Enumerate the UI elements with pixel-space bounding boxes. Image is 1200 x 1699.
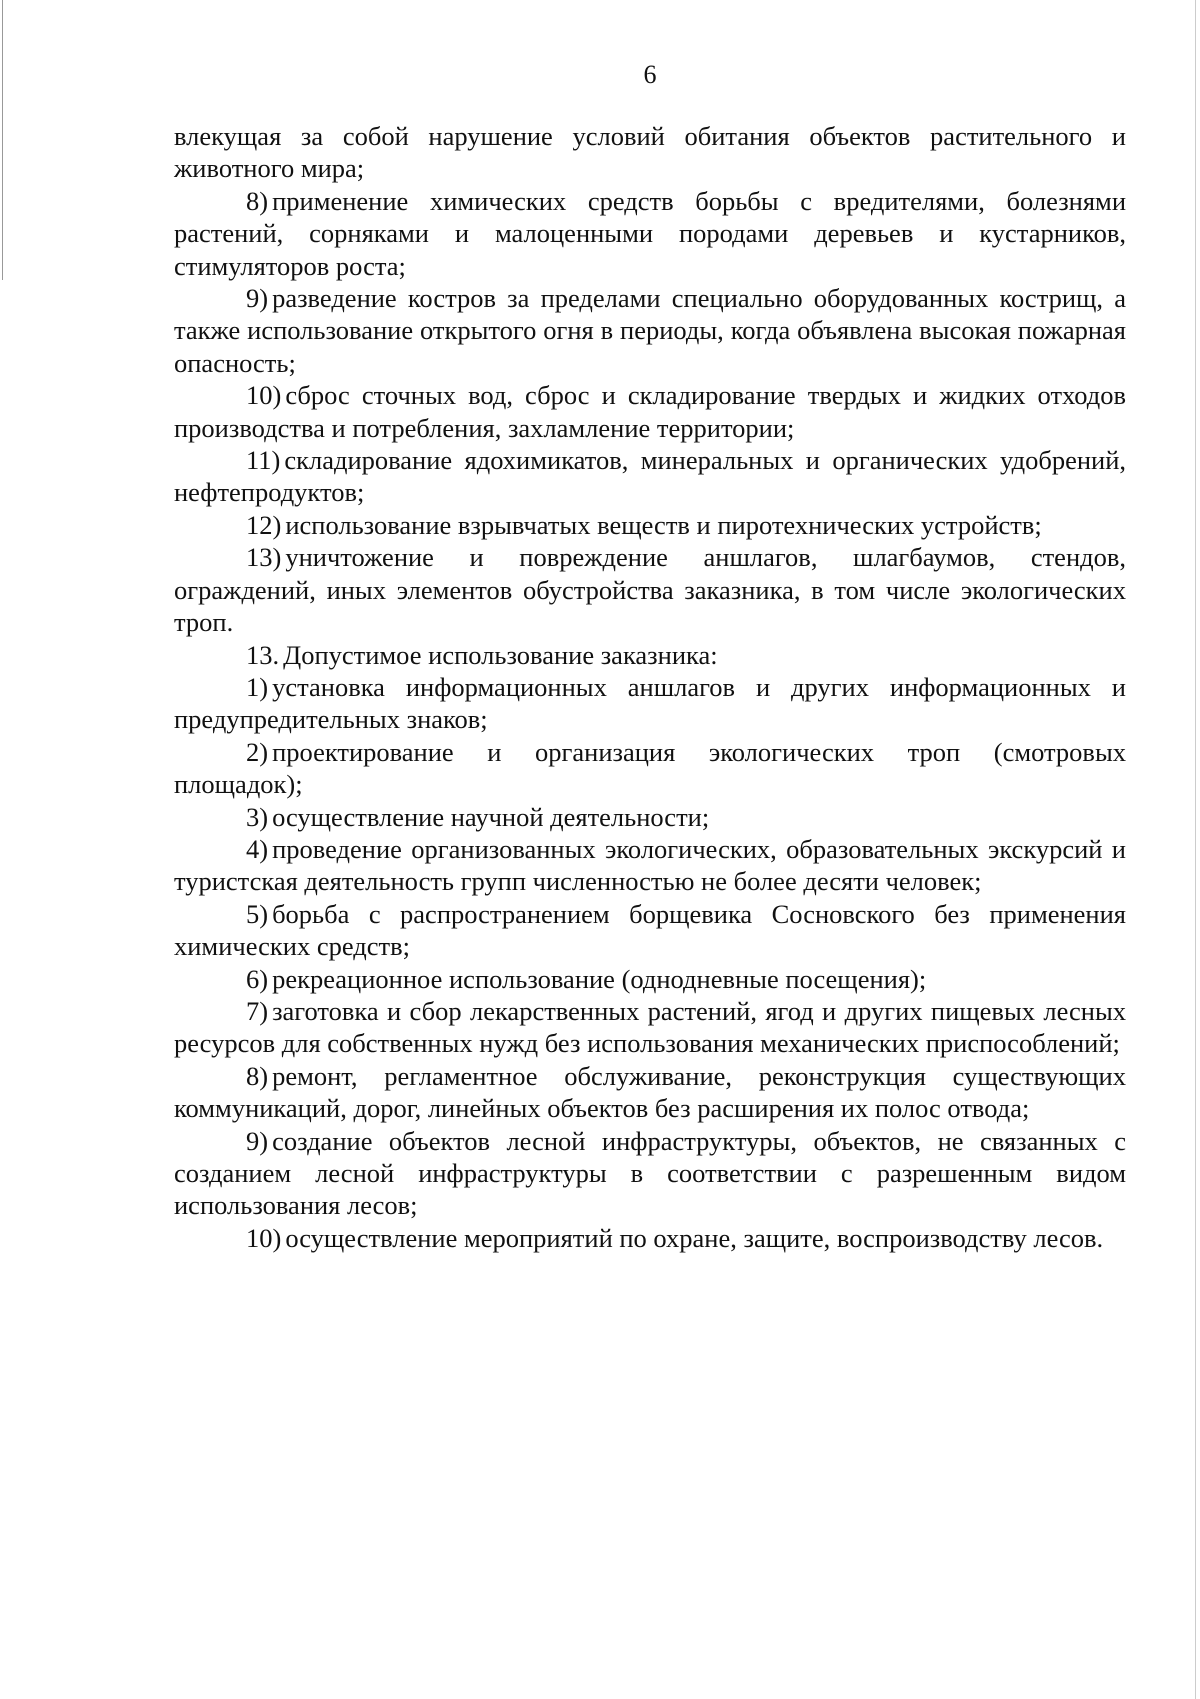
list-item (174, 833, 1126, 898)
list-item (174, 282, 1126, 379)
list-item (174, 801, 1126, 833)
list-item-number: 7) (246, 995, 269, 1026)
list-item-number: 9) (246, 1125, 269, 1156)
list-item (174, 379, 1126, 444)
list-item-text: применение химических средств борьбы с вредителями, болезнями растений, сорняками и малоценными породами деревьев и кустарников, стимуляторов роста; (174, 185, 1126, 281)
list-item (174, 185, 1126, 282)
list-item (174, 509, 1126, 541)
list-item-text: ремонт, регламентное обслуживание, реконструкция существующих коммуникаций, дорог, линейных объектов без расширения их полос отвода; (174, 1060, 1126, 1124)
list-item-number: 6) (246, 963, 269, 994)
list-item-number: 3) (246, 801, 269, 832)
list-item-number: 10) (246, 380, 282, 411)
list-item-text: установка информационных аншлагов и других информационных и предупредительных знаков; (174, 671, 1126, 735)
paragraph (174, 120, 1126, 185)
list-item-text: использование взрывчатых веществ и пиротехнических устройств; (285, 509, 1042, 540)
list-item-text: рекреационное использование (однодневные посещения); (272, 963, 927, 994)
list-item-text: складирование ядохимикатов, минеральных и органических удобрений, нефтепродуктов; (174, 445, 1126, 508)
list-item (174, 541, 1126, 638)
list-item-number: 13) (246, 542, 282, 573)
list-item-text: осуществление научной деятельности; (272, 801, 710, 832)
list-item-text: заготовка и сбор лекарственных растений, ягод и других пищевых лесных ресурсов для собственных нужд без использования механических приспособлений; (174, 995, 1126, 1059)
list-item-number: 11) (246, 445, 281, 476)
list-item-text: разведение костров за пределами специально оборудованных кострищ, а также использование открытого огня в периоды, когда объявлена высокая пожарная опасность; (174, 283, 1126, 378)
list-item (174, 736, 1126, 801)
list-item-text: осуществление мероприятий по охране, защите, воспроизводству лесов. (285, 1222, 1104, 1253)
list-item-number: 2) (246, 736, 269, 767)
list-item-text: проведение организованных экологических, образовательных экскурсий и туристская деятельность групп численностью не более десяти человек; (174, 833, 1126, 897)
section-heading (174, 639, 1126, 671)
list-item (174, 898, 1126, 963)
scan-edge-line (2, 0, 3, 280)
list-item-text: уничтожение и повреждение аншлагов, шлагбаумов, стендов, ограждений, иных элементов обустройства заказника, в том числе экологических троп. (174, 542, 1126, 638)
paragraph-text: влекущая за собой нарушение условий обитания объектов растительного и животного мира; (174, 121, 1126, 184)
list-item-number: 8) (246, 1060, 269, 1091)
list-item (174, 671, 1126, 736)
list-item-number: 10) (246, 1222, 282, 1253)
list-item-text: борьба с распространением борщевика Сосновского без применения химических средств; (174, 898, 1126, 962)
list-item-text: сброс сточных вод, сброс и складирование твердых и жидких отходов производства и потребления, захламление территории; (174, 380, 1126, 443)
list-item-number: 5) (246, 898, 269, 929)
list-item-number: 12) (246, 509, 282, 540)
section-number: 13. (246, 639, 280, 670)
list-item (174, 995, 1126, 1060)
document-body (174, 120, 1126, 1254)
list-item (174, 1060, 1126, 1125)
list-item-text: проектирование и организация экологических троп (смотровых площадок); (174, 736, 1126, 800)
list-item-text: создание объектов лесной инфраструктуры, объектов, не связанных с созданием лесной инфраструктуры в соответствии с разрешенным видом использования лесов; (174, 1125, 1126, 1221)
list-item-number: 8) (246, 185, 269, 216)
list-item-number: 9) (246, 283, 269, 314)
scan-edge-line-right (1195, 0, 1196, 1699)
page-number: 6 (643, 60, 657, 89)
list-item (174, 444, 1126, 509)
list-item (174, 1222, 1126, 1254)
list-item-number: 1) (246, 671, 269, 702)
section-heading-text: Допустимое использование заказника: (283, 639, 718, 670)
list-item (174, 963, 1126, 995)
list-item (174, 1125, 1126, 1222)
list-item-number: 4) (246, 833, 269, 864)
